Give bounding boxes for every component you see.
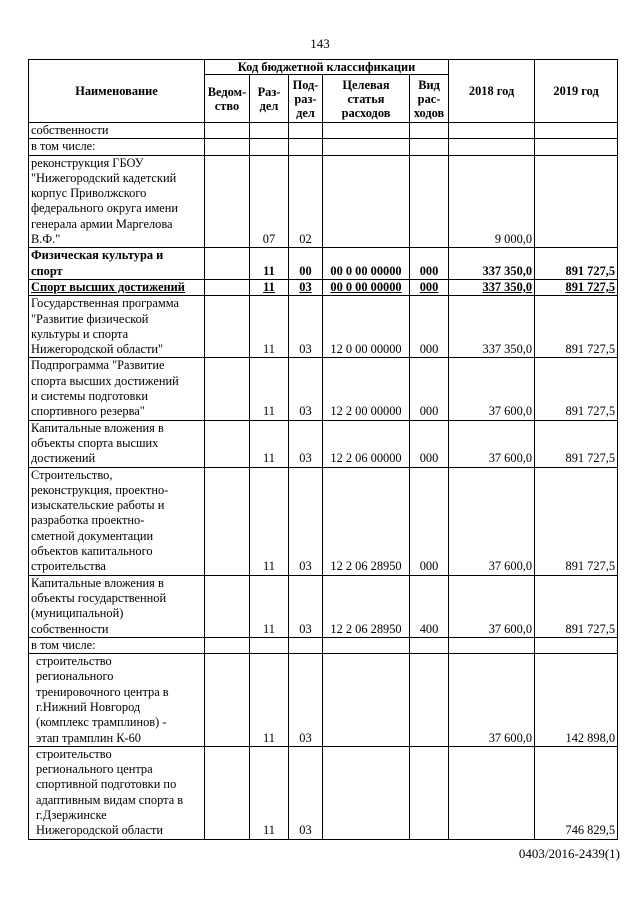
row-name-line: Нижегородской области bbox=[36, 823, 164, 838]
row-name-line: регионального bbox=[36, 669, 114, 684]
row-name-line: г.Нижний Новгород bbox=[36, 699, 141, 714]
cell-y2019: 891 727,5 bbox=[535, 248, 618, 280]
cell-y2019: 891 727,5 bbox=[535, 358, 618, 420]
row-name-line: разработка проектно- bbox=[31, 513, 145, 528]
cell-y2018: 337 350,0 bbox=[449, 296, 535, 358]
cell-podrazdel: 03 bbox=[289, 467, 323, 575]
cell-csr bbox=[323, 123, 410, 139]
budget-table bbox=[28, 59, 618, 840]
cell-vid bbox=[410, 746, 449, 839]
cell-podrazdel bbox=[289, 139, 323, 155]
cell-csr bbox=[323, 155, 410, 248]
row-name-line: спорт bbox=[31, 263, 63, 278]
cell-razdel: 07 bbox=[250, 155, 289, 248]
cell-y2019 bbox=[535, 123, 618, 139]
table-row bbox=[29, 637, 618, 653]
table-row bbox=[29, 248, 618, 280]
row-name-line: спорта высших достижений bbox=[31, 373, 179, 388]
cell-y2019: 891 727,5 bbox=[535, 575, 618, 637]
cell-razdel: 11 bbox=[250, 279, 289, 295]
cell-csr bbox=[323, 637, 410, 653]
row-name bbox=[29, 358, 205, 420]
cell-podrazdel: 02 bbox=[289, 155, 323, 248]
cell-y2018: 337 350,0 bbox=[449, 279, 535, 295]
cell-ved bbox=[205, 139, 250, 155]
row-name bbox=[29, 654, 205, 747]
cell-razdel bbox=[250, 123, 289, 139]
table-row bbox=[29, 296, 618, 358]
table-row bbox=[29, 123, 618, 139]
cell-razdel bbox=[250, 139, 289, 155]
cell-razdel: 11 bbox=[250, 575, 289, 637]
cell-y2019 bbox=[535, 139, 618, 155]
header-csr: Целевая статья расходов bbox=[323, 75, 410, 123]
table-row bbox=[29, 467, 618, 575]
row-name bbox=[29, 279, 205, 295]
row-name-line: в том числе: bbox=[31, 637, 96, 652]
table-row bbox=[29, 155, 618, 248]
cell-csr bbox=[323, 654, 410, 747]
table-row bbox=[29, 575, 618, 637]
cell-y2018: 37 600,0 bbox=[449, 358, 535, 420]
row-name-line: объекты спорта высших bbox=[31, 435, 159, 450]
cell-y2018 bbox=[449, 139, 535, 155]
row-name-line: "Нижегородский кадетский bbox=[31, 170, 177, 185]
cell-ved bbox=[205, 420, 250, 467]
cell-csr bbox=[323, 746, 410, 839]
cell-csr bbox=[323, 139, 410, 155]
row-name bbox=[29, 296, 205, 358]
cell-y2018: 37 600,0 bbox=[449, 654, 535, 747]
table-row bbox=[29, 654, 618, 747]
cell-podrazdel bbox=[289, 123, 323, 139]
cell-y2018: 37 600,0 bbox=[449, 420, 535, 467]
row-name-line: (комплекс трамплинов) - bbox=[36, 715, 167, 730]
cell-vid bbox=[410, 155, 449, 248]
table-row bbox=[29, 746, 618, 839]
cell-csr: 12 2 00 00000 bbox=[323, 358, 410, 420]
cell-razdel bbox=[250, 637, 289, 653]
row-name-line: Государственная программа bbox=[31, 296, 179, 311]
row-name-line: В.Ф." bbox=[31, 232, 61, 247]
cell-ved bbox=[205, 155, 250, 248]
row-name-line: собственности bbox=[31, 123, 109, 137]
header-vid: Вид рас- ходов bbox=[410, 75, 449, 123]
row-name bbox=[29, 155, 205, 248]
cell-vid bbox=[410, 637, 449, 653]
cell-razdel: 11 bbox=[250, 358, 289, 420]
cell-y2019: 142 898,0 bbox=[535, 654, 618, 747]
cell-y2018 bbox=[449, 637, 535, 653]
cell-vid bbox=[410, 123, 449, 139]
cell-podrazdel bbox=[289, 637, 323, 653]
row-name-line: строительство bbox=[36, 654, 112, 669]
header-name: Наименование bbox=[29, 60, 205, 123]
cell-vid: 000 bbox=[410, 467, 449, 575]
cell-y2018 bbox=[449, 746, 535, 839]
cell-razdel: 11 bbox=[250, 248, 289, 280]
row-name-line: "Развитие физической bbox=[31, 311, 149, 326]
row-name-line: объектов капитального bbox=[31, 544, 153, 559]
row-name bbox=[29, 637, 205, 653]
row-name-line: корпус Приволжского bbox=[31, 186, 147, 201]
cell-y2019: 891 727,5 bbox=[535, 296, 618, 358]
cell-ved bbox=[205, 279, 250, 295]
row-name bbox=[29, 248, 205, 280]
cell-y2019: 891 727,5 bbox=[535, 279, 618, 295]
row-name-line: Физическая культура и bbox=[31, 248, 164, 263]
cell-y2018: 37 600,0 bbox=[449, 575, 535, 637]
row-name-line: Строительство, bbox=[31, 467, 113, 482]
table-body bbox=[29, 123, 618, 840]
cell-csr: 12 0 00 00000 bbox=[323, 296, 410, 358]
row-name-line: достижений bbox=[31, 451, 96, 466]
cell-vid: 000 bbox=[410, 279, 449, 295]
row-name-line: культуры и спорта bbox=[31, 326, 129, 341]
row-name-line: объекты государственной bbox=[31, 590, 167, 605]
cell-podrazdel: 03 bbox=[289, 746, 323, 839]
row-name bbox=[29, 123, 205, 139]
row-name-line: спортивной подготовки по bbox=[36, 777, 177, 792]
cell-y2019 bbox=[535, 155, 618, 248]
cell-podrazdel: 03 bbox=[289, 654, 323, 747]
cell-podrazdel: 03 bbox=[289, 575, 323, 637]
header-podrazdel: Под- раз- дел bbox=[289, 75, 323, 123]
cell-csr: 12 2 06 28950 bbox=[323, 575, 410, 637]
cell-y2019: 891 727,5 bbox=[535, 467, 618, 575]
cell-vid: 000 bbox=[410, 358, 449, 420]
header-ved: Ведом- ство bbox=[205, 75, 250, 123]
cell-csr: 00 0 00 00000 bbox=[323, 279, 410, 295]
cell-csr: 12 2 06 00000 bbox=[323, 420, 410, 467]
cell-vid: 000 bbox=[410, 296, 449, 358]
cell-podrazdel: 03 bbox=[289, 358, 323, 420]
cell-razdel: 11 bbox=[250, 296, 289, 358]
header-razdel: Раз- дел bbox=[250, 75, 289, 123]
row-name-line: тренировочного центра в bbox=[36, 684, 169, 699]
cell-razdel: 11 bbox=[250, 746, 289, 839]
row-name-line: собственности bbox=[31, 621, 109, 636]
cell-ved bbox=[205, 296, 250, 358]
document-code: 0403/2016-2439(1) bbox=[518, 846, 620, 861]
cell-ved bbox=[205, 467, 250, 575]
row-name-line: в том числе: bbox=[31, 139, 96, 154]
cell-csr: 00 0 00 00000 bbox=[323, 248, 410, 280]
cell-y2019 bbox=[535, 637, 618, 653]
cell-vid bbox=[410, 654, 449, 747]
header-2018: 2018 год bbox=[449, 60, 535, 123]
row-name-line: реконструкция ГБОУ bbox=[31, 155, 144, 170]
cell-vid: 000 bbox=[410, 420, 449, 467]
row-name-line: Подпрограмма "Развитие bbox=[31, 358, 165, 373]
header-budget-code: Код бюджетной классификации bbox=[205, 60, 449, 75]
row-name bbox=[29, 420, 205, 467]
table-row bbox=[29, 139, 618, 155]
cell-podrazdel: 03 bbox=[289, 279, 323, 295]
cell-podrazdel: 00 bbox=[289, 248, 323, 280]
row-name-line: строительства bbox=[31, 559, 106, 574]
cell-podrazdel: 03 bbox=[289, 420, 323, 467]
page-number: 143 bbox=[310, 36, 330, 51]
row-name-line: строительство bbox=[36, 746, 112, 761]
header-2019: 2019 год bbox=[535, 60, 618, 123]
table-row bbox=[29, 358, 618, 420]
row-name-line: адаптивным видам спорта в bbox=[36, 792, 184, 807]
cell-y2018 bbox=[449, 123, 535, 139]
row-name-line: реконструкция, проектно- bbox=[31, 482, 169, 497]
row-name-line: Спорт высших достижений bbox=[31, 279, 185, 294]
row-name-line: этап трамплин К-60 bbox=[36, 730, 142, 745]
row-name-line: изыскательские работы и bbox=[31, 498, 165, 513]
cell-y2019: 746 829,5 bbox=[535, 746, 618, 839]
row-name-line: регионального центра bbox=[36, 762, 153, 777]
row-name bbox=[29, 467, 205, 575]
cell-vid bbox=[410, 139, 449, 155]
cell-ved bbox=[205, 637, 250, 653]
row-name-line: Капитальные вложения в bbox=[31, 575, 164, 590]
cell-ved bbox=[205, 746, 250, 839]
table-row bbox=[29, 279, 618, 295]
row-name-line: и системы подготовки bbox=[31, 389, 149, 404]
row-name-line: сметной документации bbox=[31, 528, 154, 543]
cell-y2018: 337 350,0 bbox=[449, 248, 535, 280]
cell-y2019: 891 727,5 bbox=[535, 420, 618, 467]
cell-podrazdel: 03 bbox=[289, 296, 323, 358]
cell-ved bbox=[205, 358, 250, 420]
row-name-line: федерального округа имени bbox=[31, 201, 179, 216]
cell-razdel: 11 bbox=[250, 467, 289, 575]
row-name bbox=[29, 746, 205, 839]
cell-vid: 400 bbox=[410, 575, 449, 637]
row-name-line: генерала армии Маргелова bbox=[31, 216, 173, 231]
cell-ved bbox=[205, 575, 250, 637]
cell-y2018: 37 600,0 bbox=[449, 467, 535, 575]
cell-csr: 12 2 06 28950 bbox=[323, 467, 410, 575]
row-name-line: Нижегородской области" bbox=[31, 342, 164, 357]
cell-ved bbox=[205, 123, 250, 139]
row-name-line: Капитальные вложения в bbox=[31, 420, 164, 435]
row-name bbox=[29, 139, 205, 155]
row-name-line: (муниципальной) bbox=[31, 606, 124, 621]
cell-y2018: 9 000,0 bbox=[449, 155, 535, 248]
cell-ved bbox=[205, 248, 250, 280]
row-name-line: спортивного резерва" bbox=[31, 404, 145, 419]
row-name-line: г.Дзержинске bbox=[36, 808, 107, 823]
table-row bbox=[29, 420, 618, 467]
cell-vid: 000 bbox=[410, 248, 449, 280]
cell-razdel: 11 bbox=[250, 654, 289, 747]
cell-ved bbox=[205, 654, 250, 747]
row-name bbox=[29, 575, 205, 637]
cell-razdel: 11 bbox=[250, 420, 289, 467]
